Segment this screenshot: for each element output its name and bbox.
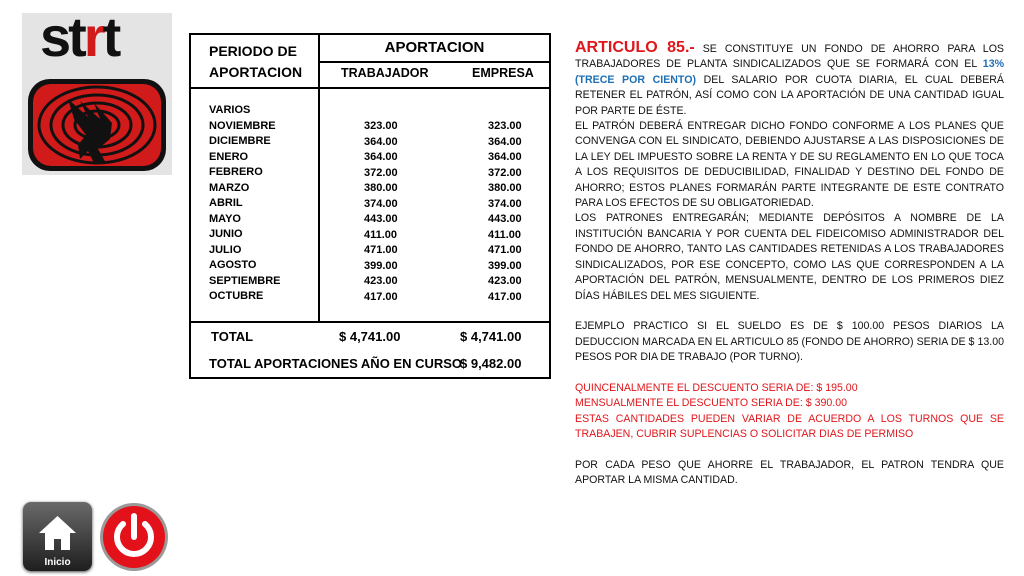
sttr-logo bbox=[22, 5, 172, 175]
article-p1-end: DEL SALARIO POR CUOTA DIARIA, EL CUAL DEBERÁ RETENER EL PATRÓN, ASÍ COMO CON LA APORTACIÓN DE UNA CANTIDAD IGUAL POR PARTE DE ÉSTE. bbox=[575, 73, 1004, 117]
table-cell-empresa: 364.00 bbox=[488, 135, 522, 148]
total-trabajador: $ 4,741.00 bbox=[339, 329, 401, 344]
logo-lettering bbox=[40, 5, 119, 68]
table-row-periodo: FEBRERO bbox=[209, 166, 263, 178]
example-paragraph: EJEMPLO PRACTICO SI EL SUELDO ES DE $ 100.00 PESOS DIARIOS LA DEDUCCION MARCADA EN EL ARTICULO 85 (FONDO DE AHORRO) SERIA DE $ 13.00 PESOS POR DIA DE TRABAJO (POR TURNO). bbox=[575, 320, 1004, 364]
header-periodo: PERIODO DE APORTACION bbox=[209, 43, 303, 80]
table-cell-trabajador: 411.00 bbox=[364, 228, 398, 241]
total-label: TOTAL bbox=[211, 329, 254, 344]
article-paragraph-1 bbox=[575, 40, 1004, 119]
house-icon bbox=[37, 514, 78, 552]
article-paragraph-3: LOS PATRONES ENTREGARÁN; MEDIANTE DEPÓSITOS A NOMBRE DE LA INSTITUCIÓN BANCARIA Y POR CUENTA DEL FIDEICOMISO ADMINISTRADOR DEL FONDO DE AHORRO, TANTO LAS CANTIDADES RETENIDAS A LOS TRABAJADORES SINDICALIZADOS, POR ESE CONCEPTO, COMO LAS QUE CORRESPONDEN A LA APORTACIÓN DEL PATRÓN, MENSUALMENTE, DENTRO DE LOS PRIMEROS DIEZ DÍAS HÁBILES DEL MES SIGUIENTE. bbox=[575, 212, 1004, 302]
table-row-periodo: NOVIEMBRE bbox=[209, 119, 276, 132]
table-row-periodo: ENERO bbox=[209, 150, 249, 163]
eagle-emblem-icon bbox=[28, 79, 166, 171]
header-empresa: EMPRESA bbox=[472, 66, 534, 80]
table-row-periodo: VARIOS bbox=[209, 104, 251, 116]
logo-text-right: t bbox=[102, 5, 119, 68]
biweekly-discount: QUINCENALMENTE EL DESCUENTO SERIA DE: $ 195.00 bbox=[575, 381, 858, 394]
table-row-periodo: DICIEMBRE bbox=[209, 135, 271, 147]
article-paragraph-2: EL PATRÓN DEBERÁ ENTREGAR DICHO FONDO CONFORME A LOS PLANES QUE CONVENGA CON EL SINDICATO, DEBIENDO AJUSTARSE A LAS DISPOSICIONES DE LA LEY DEL IMPUESTO SOBRE LA RENTA Y DE SU REGLAMENTO EN LO QUE TOCA A LOS REQUISITOS DE DEDUCIBILIDAD, FINALIDAD Y DESTINO DEL FONDO DE AHORRO; ESTOS PLANES FORMARÁN PARTE INTEGRANTE DE ESTE CONTRATO PARA LOS EFECTOS DE SU OBLIGATORIEDAD. bbox=[575, 120, 1004, 210]
table-row-periodo: JUNIO bbox=[209, 228, 243, 240]
periodo-column bbox=[209, 103, 281, 305]
table-cell-trabajador: 443.00 bbox=[364, 213, 398, 225]
trabajador-column bbox=[364, 119, 398, 305]
table-cell-trabajador: 364.00 bbox=[364, 151, 398, 163]
table-row-periodo: AGOSTO bbox=[209, 259, 257, 271]
header-bottom-divider bbox=[191, 87, 549, 89]
power-button[interactable] bbox=[99, 502, 169, 572]
table-row-periodo: SEPTIEMBRE bbox=[209, 274, 281, 287]
total-divider bbox=[191, 321, 549, 323]
article-title: ARTICULO 85.- bbox=[575, 39, 695, 56]
home-button-label: Inicio bbox=[44, 557, 71, 568]
table-cell-empresa: 417.00 bbox=[488, 290, 522, 303]
table-cell-trabajador: 423.00 bbox=[364, 275, 398, 287]
table-cell-empresa: 443.00 bbox=[488, 213, 522, 225]
article-p1-start: SE CONSTITUYE UN FONDO DE AHORRO PARA LOS TRABAJADORES DE PLANTA SINDICALIZADOS QUE SE FORMARÁ CON EL bbox=[575, 43, 1005, 71]
table-cell-trabajador: 471.00 bbox=[364, 244, 398, 256]
logo-text-mid: r bbox=[83, 5, 103, 68]
table-row-periodo: JULIO bbox=[209, 243, 242, 256]
table-cell-trabajador: 380.00 bbox=[364, 182, 398, 194]
table-cell-trabajador: 399.00 bbox=[364, 259, 398, 272]
matching-note: POR CADA PESO QUE AHORRE EL TRABAJADOR, EL PATRON TENDRA QUE APORTAR LA MISMA CANTIDAD. bbox=[575, 458, 1004, 487]
table-cell-trabajador: 323.00 bbox=[364, 120, 398, 132]
variation-note: ESTAS CANTIDADES PUEDEN VARIAR DE ACUERDO A LOS TURNOS QUE SE TRABAJEN, CUBRIR SUPLENCIAS O SOLICITAR DIAS DE PERMISO bbox=[575, 412, 1004, 441]
total-empresa: $ 4,741.00 bbox=[460, 329, 522, 344]
table-row-periodo: MAYO bbox=[209, 212, 241, 225]
header-trabajador: TRABAJADOR bbox=[341, 66, 429, 80]
table-cell-empresa: 471.00 bbox=[488, 244, 522, 256]
table-cell-trabajador: 364.00 bbox=[364, 135, 398, 148]
table-cell-trabajador: 417.00 bbox=[364, 290, 398, 303]
table-cell-empresa: 399.00 bbox=[488, 259, 522, 272]
table-cell-empresa: 423.00 bbox=[488, 275, 522, 287]
contributions-table bbox=[189, 33, 551, 379]
table-cell-empresa: 374.00 bbox=[488, 197, 522, 210]
grand-total-value: $ 9,482.00 bbox=[460, 356, 522, 371]
grand-total-label: TOTAL APORTACIONES AÑO EN CURSO bbox=[209, 356, 463, 371]
table-cell-empresa: 411.00 bbox=[488, 228, 522, 241]
table-cell-empresa: 372.00 bbox=[488, 166, 522, 179]
table-cell-empresa: 323.00 bbox=[488, 120, 522, 132]
table-cell-empresa: 380.00 bbox=[488, 182, 522, 194]
article-85-text bbox=[575, 40, 1004, 489]
table-row-periodo: MARZO bbox=[209, 181, 250, 194]
header-divider bbox=[318, 61, 551, 63]
home-button[interactable] bbox=[23, 502, 92, 571]
table-row-periodo: ABRIL bbox=[209, 197, 243, 209]
empresa-column bbox=[488, 119, 522, 305]
table-row-periodo: OCTUBRE bbox=[209, 290, 264, 302]
header-aportacion: APORTACION bbox=[384, 39, 485, 56]
table-cell-empresa: 364.00 bbox=[488, 151, 522, 163]
percentage-highlight: 13% (TRECE POR CIENTO) bbox=[575, 58, 1004, 86]
monthly-discount: MENSUALMENTE EL DESCUENTO SERIA DE: $ 390.00 bbox=[575, 397, 847, 410]
logo-text-left: st bbox=[40, 5, 84, 68]
column-divider bbox=[318, 35, 320, 323]
table-cell-trabajador: 374.00 bbox=[364, 197, 398, 210]
table-cell-trabajador: 372.00 bbox=[364, 166, 398, 179]
